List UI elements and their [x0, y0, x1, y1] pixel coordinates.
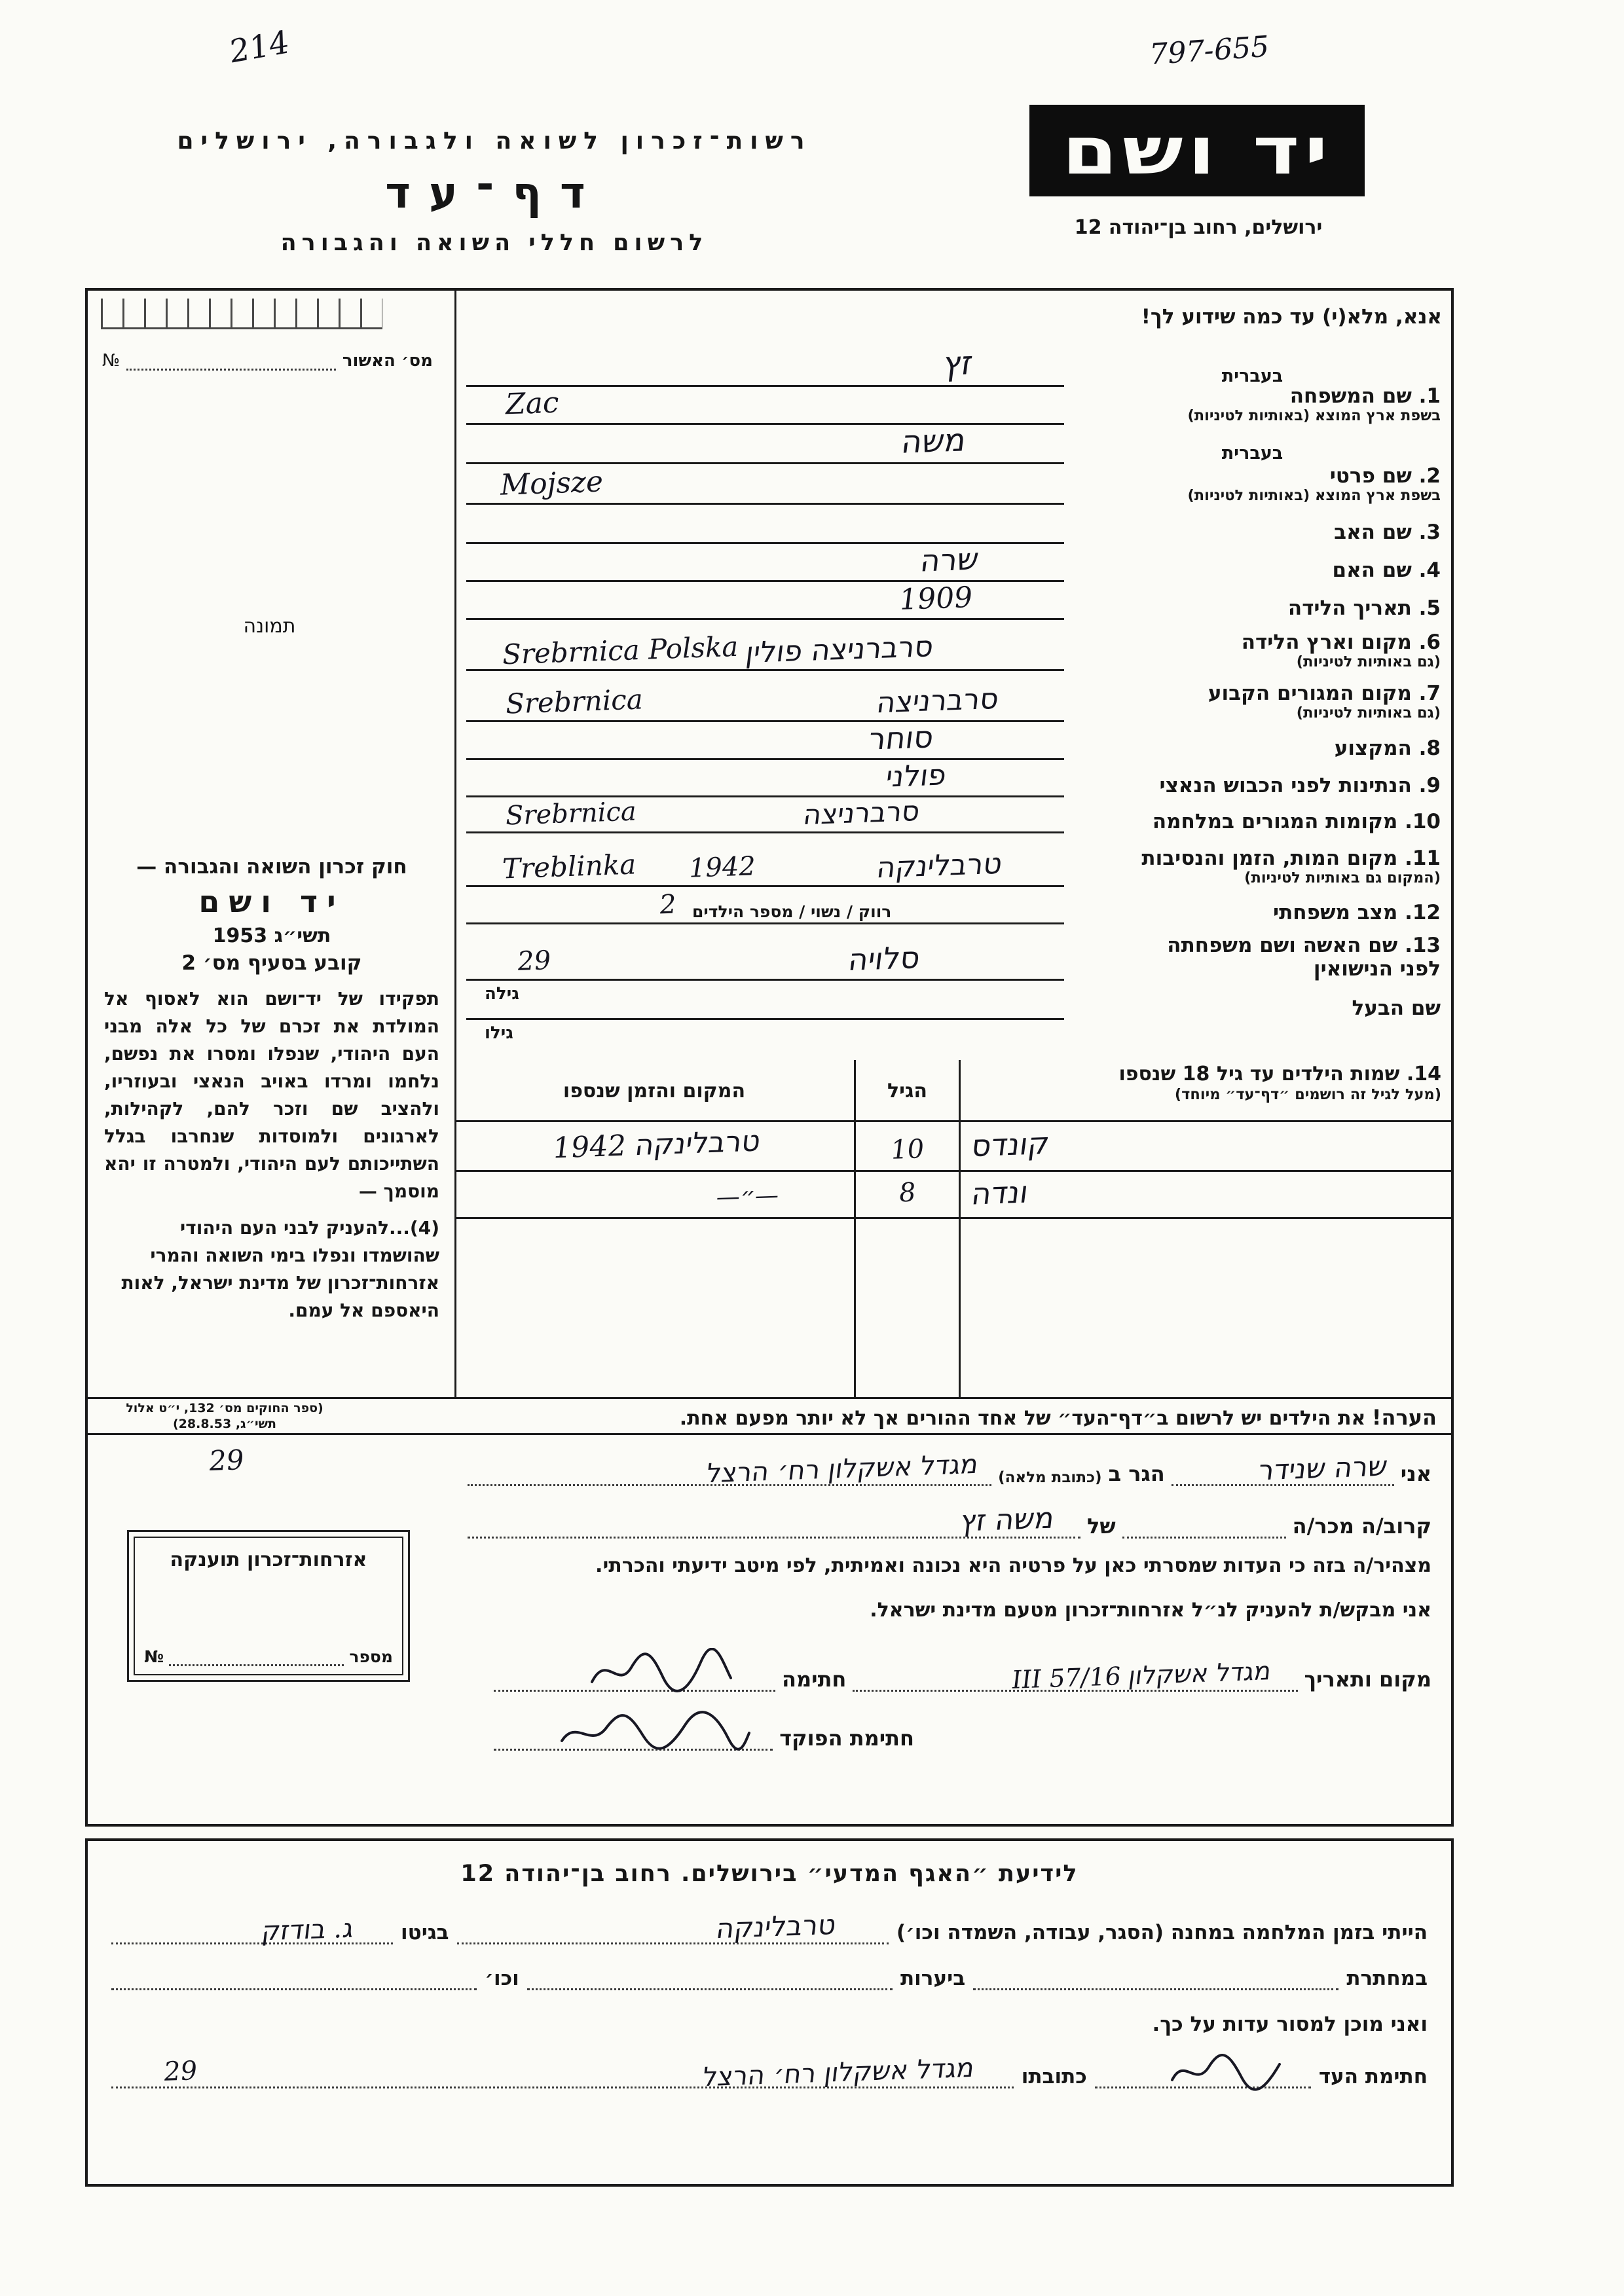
fill-instruction: אנא, מלא(י) עד כמה שידוע לך! [1141, 305, 1442, 329]
hw-witness-house-number: 29 [162, 2055, 199, 2088]
hw-mother-name: שרה [919, 541, 982, 579]
field-12-family-status [466, 887, 1443, 924]
etc-label: וכו׳ [485, 1967, 519, 1990]
field-7-title: מקום המגורים הקבוע [1208, 682, 1412, 706]
relation-label: קרוב/ה מכר/ה [1292, 1514, 1431, 1539]
hw-witness-address: מגדל אשקלון רח׳ הרצל [701, 2052, 976, 2093]
form-header [98, 128, 891, 256]
field-12-label [1064, 902, 1443, 924]
field-1-title: שם המשפחה [1289, 384, 1412, 409]
hw-child-1-place: טרבלינקה 1942 [550, 1124, 763, 1165]
field-hebrew-firstname [466, 422, 1443, 464]
hw-war-residence-hebrew: סרברניצה [802, 794, 922, 831]
hw-child-2-age: 8 [896, 1177, 918, 1209]
table-row-1-rule [454, 1170, 1451, 1172]
hw-wife-name: סלויה [846, 939, 923, 978]
field-12-line [466, 887, 1064, 924]
field-1-number: 1. [1418, 384, 1441, 409]
field-6-birth-place [466, 620, 1443, 671]
etc-line [111, 1988, 477, 1990]
hw-birth-year: 1909 [896, 580, 975, 617]
hebrew-label: בעברית [1221, 366, 1283, 387]
field-2-title: שם פרטי [1329, 464, 1412, 488]
field-4-line [466, 541, 1064, 582]
field-6-line [466, 620, 1064, 671]
hw-place-date: מגדל אשקלון 16/III 57 [1010, 1656, 1274, 1695]
note-strip [88, 1397, 1451, 1435]
field-13-label [1064, 934, 1443, 981]
witness-signature-row [111, 2052, 1428, 2093]
field-14-number: 14. [1406, 1063, 1441, 1085]
stamp-numero-sign: № [144, 1647, 164, 1666]
fields-area [454, 291, 1451, 1397]
registrar-signature-line [494, 1749, 773, 1751]
page-subtitle: לרשום חללי השואה והגבורה [280, 230, 709, 256]
camp-line [457, 1908, 889, 1945]
family-status-options: רווק / נשוי / מספר הילדים [692, 902, 892, 921]
field-13-wife-name [466, 924, 1443, 1004]
hw-surname-hebrew: זץ [941, 344, 975, 383]
field-3-title: שם האב [1334, 520, 1412, 544]
full-address-hint: (כתובת מלאה) [998, 1469, 1102, 1486]
hw-surname-latin: Zac [505, 386, 560, 422]
declarant-signature-scribble [585, 1648, 736, 1695]
hw-subject-name: משה זץ [959, 1501, 1057, 1539]
field-4-title: שם האם [1332, 558, 1412, 582]
field-11-line [466, 833, 1064, 887]
law-heading: חוק זכרון השואה והגבורה — [136, 855, 407, 879]
signature-line [494, 1690, 775, 1692]
hw-child-1-age: 10 [889, 1133, 926, 1166]
witness-signature-label: חתימת העד [1318, 2065, 1428, 2088]
field-9-citizenship [466, 760, 1443, 797]
field-3-father-name [466, 505, 1443, 544]
field-13-number: 13. [1405, 934, 1441, 958]
witness-address-label: כתובתו [1021, 2065, 1087, 2088]
scientific-branch-box [85, 1838, 1454, 2187]
field-11-death-place [466, 833, 1443, 887]
law-clause-line: קובע בסעיף מס׳ 2 [181, 951, 362, 975]
numero-sign: № [102, 351, 120, 371]
field-5-birth-date [466, 582, 1443, 620]
i-label: אני [1400, 1461, 1431, 1486]
field-9-number: 9. [1418, 773, 1441, 797]
field-7-sublabel: (גם באותיות לטיניות) [1296, 704, 1441, 722]
field-5-line [466, 582, 1064, 620]
serial-ticks-box [101, 299, 382, 329]
field-8-profession [466, 719, 1443, 760]
hw-death-place-hebrew: טרבלינקה [874, 847, 1005, 885]
husband-label: שם הבעל [1352, 996, 1441, 1020]
field-1-label [1064, 385, 1443, 425]
relation-row [468, 1501, 1431, 1539]
field-5-title: תאריך הלידה [1287, 596, 1412, 620]
hw-death-place-latin: Treblinka [502, 848, 637, 885]
hebrew-label: בעברית [1221, 443, 1283, 464]
field-4-number: 4. [1418, 558, 1441, 582]
field-8-line [466, 719, 1064, 760]
forests-line [527, 1988, 893, 1990]
underground-forests-row [111, 1967, 1428, 1990]
declarant-address-line [468, 1449, 991, 1489]
approval-number-label: מס׳ האשור [342, 351, 433, 371]
declarant-identity-row [468, 1448, 1431, 1489]
logo-text: יד ושם [1061, 112, 1333, 189]
field-14-sublabel: (מעל לגיל זה רושמים ״דף־עד״ מיוחד) [1174, 1086, 1441, 1103]
pen-mark-top-left: 214 [229, 23, 289, 71]
field-7-label [1064, 682, 1443, 722]
field-7-line [466, 671, 1064, 722]
column-header-age: הגיל [887, 1080, 927, 1102]
field-10-line [466, 794, 1064, 833]
witness-signature-scribble [1167, 2050, 1285, 2093]
field-4-label [1064, 559, 1443, 582]
field-12-number: 12. [1405, 900, 1441, 924]
residing-label: הגר ב [1108, 1461, 1165, 1486]
field-8-number: 8. [1418, 736, 1441, 760]
field-14-label [960, 1063, 1441, 1104]
field-2-line [466, 464, 1064, 505]
hw-death-year: 1942 [688, 851, 756, 884]
stamp-number-label: מספר [349, 1647, 393, 1666]
hw-firstname-latin: Mojsze [500, 465, 604, 502]
registrar-signature-scribble [557, 1709, 753, 1755]
pen-mark-top-right: 797-655 [1147, 29, 1272, 72]
hw-child-2-name: ונדה [969, 1174, 1031, 1212]
law-institution-name: יד ושם [198, 884, 345, 919]
note-text: את הילדים יש לרשום ב״דף־העד״ של אחד ההורים אך לא יותר מפעם אחת. [679, 1407, 1366, 1430]
place-date-label: מקום ותאריך [1304, 1667, 1431, 1692]
hw-camp-value: טרבלינקה [714, 1908, 838, 1945]
note-label: הערה! [1371, 1405, 1437, 1430]
memorial-citizenship-inner [134, 1537, 403, 1675]
yad-vashem-logo [1029, 105, 1365, 196]
place-date-signature-row [494, 1649, 1431, 1695]
left-column [88, 291, 456, 1397]
willing-to-testify-text: ואני מוכן למסור עדות על כך. [1152, 2013, 1428, 2036]
field-5-number: 5. [1418, 596, 1441, 620]
hw-declarant-address: מגדל אשקלון רח׳ הרצל [705, 1449, 980, 1489]
hw-residence-hebrew: סרברניצה [874, 682, 1001, 720]
approval-number-line [126, 369, 336, 371]
field-12-title: מצב משפחתי [1272, 900, 1398, 924]
field-3-label [1064, 521, 1443, 544]
law-clause-4: (4)...להעניק לבני העם היהודי שהושמדו ונפלו בימי השואה והמרי אזרחות־זכרון של מדינת ישראל, לאות היאספם אל עמם. [121, 1217, 439, 1321]
hw-citizenship: פולני [883, 758, 949, 794]
hw-child-1-name: קונדס [969, 1125, 1052, 1164]
subject-name-line [468, 1501, 1080, 1539]
hebrew-firstname-line [466, 422, 1064, 464]
field-11-title: מקום המות, הזמן והנסיבות [1141, 847, 1398, 871]
field-5-label [1064, 597, 1443, 620]
table-divider-place-age [854, 1060, 856, 1397]
hw-wife-age: 29 [515, 945, 553, 977]
law-body-text: תפקידו של יד־ושם הוא לאסוף אל המולדת את זכרם של כל אלה מבני העם היהודי, שנפלו ומסרו את נפשם, נלחמו ומרדו באויב הנאצי ובעוזריו, ולהציב שם וזכר להם, לקהילות, לארגונים ולמוסדות שנחרבו בגלל השתייכותם לעם היהודי, ולמטרה זו יהא מוסמך — [104, 988, 439, 1202]
registrar-signature-label: חתימת הפוקד [779, 1726, 914, 1751]
field-9-title: הנתינות לפני הכבוש הנאצי [1159, 773, 1412, 797]
hw-birthplace-hebrew: סרברניצה פולין [743, 629, 936, 670]
hw-ghetto-value: ג. בודזק [260, 1913, 356, 1947]
hw-residence-latin: Srebrnica [505, 683, 644, 720]
field-4-mother-name [466, 541, 1443, 582]
underground-line [973, 1988, 1338, 1990]
field-7-residence [466, 671, 1443, 722]
law-year: תשי״ג 1953 [212, 924, 331, 947]
stamp-title: אזרחות־זכרון תוענקה [170, 1548, 367, 1571]
children-table [454, 1060, 1451, 1397]
ghetto-label: בגיטו [401, 1921, 449, 1944]
hw-profession: סוחר [866, 719, 936, 757]
column-header-place: המקום והזמן שנספו [563, 1080, 746, 1102]
hw-child-2-place: —״— [714, 1182, 781, 1211]
stamp-number-line [169, 1664, 344, 1666]
field-1-sublabel: בשפת ארץ המוצא (באותיות לטיניות) [1187, 407, 1441, 425]
field-6-number: 6. [1418, 630, 1441, 655]
hw-children-count: 2 [657, 889, 678, 920]
witness-address-line [111, 2052, 1014, 2093]
field-3-line [466, 505, 1064, 544]
field-1-line [466, 387, 1064, 425]
law-text-block [104, 855, 439, 1324]
field-7-number: 7. [1418, 682, 1441, 706]
field-6-label [1064, 631, 1443, 671]
hw-declarant-house-number: 29 [206, 1443, 246, 1478]
table-header-rule [454, 1120, 1451, 1122]
of-label: של [1087, 1514, 1116, 1539]
page-title: דף־עד [385, 168, 604, 218]
field-14-title: שמות הילדים עד גיל 18 שנספו [1118, 1063, 1400, 1085]
field-13-line [466, 924, 1064, 1004]
hw-war-residence-latin: Srebrnica [505, 796, 637, 831]
wartime-camp-label: הייתי בזמן המלחמה במחנה (הסגר, עבודה, השמדה וכו׳) [896, 1921, 1428, 1944]
field-2-number: 2. [1418, 464, 1441, 488]
photo-placeholder-label: תמונה [243, 615, 296, 638]
field-10-number: 10. [1405, 809, 1441, 833]
law-footnote: (ספר החוקים מס׳ 132, י״ט אלול תשי״ג, 28.8.53) [126, 1401, 323, 1431]
field-2-first-name [466, 464, 1443, 505]
place-date-line [853, 1656, 1297, 1695]
field-10-title: מקומות המגורים במלחמה [1152, 809, 1398, 833]
authority-line: רשות־זכרון לשואה ולגבורה, ירושלים [177, 128, 812, 155]
wife-age-label: גילה [485, 984, 519, 1004]
field-8-label [1064, 737, 1443, 760]
hw-birthplace-latin: Srebrnica Polska [502, 630, 739, 671]
registrar-signature-row [494, 1710, 914, 1751]
field-1-family-name [466, 384, 1443, 425]
field-2-label [1064, 465, 1443, 505]
office-address: ירושלים, רחוב בן־יהודה 12 [1074, 216, 1323, 239]
underground-label: במחתרת [1346, 1967, 1428, 1990]
field-9-label [1064, 774, 1443, 797]
field-8-title: המקצוע [1334, 736, 1412, 760]
relation-line [1122, 1537, 1286, 1539]
hw-firstname-hebrew: משה [899, 422, 969, 461]
scientific-branch-title: לידיעת ״האגף המדעי״ בירושלים. רחוב בן־יהודה 12 [460, 1861, 1079, 1887]
memorial-citizenship-box [127, 1530, 410, 1682]
field-6-sublabel: (גם באותיות לטיניות) [1296, 653, 1441, 671]
hw-declarant-name: שרה שנידר [1256, 1449, 1390, 1487]
field-11-label [1064, 847, 1443, 887]
field-3-number: 3. [1418, 520, 1441, 544]
declaration-statement-1: מצהיר/ה בזה כי העדות שמסרתי כאן על פרטיה היא נכונה ואמיתית, לפי מיטב ידיעתי והכרתי. [595, 1554, 1431, 1577]
field-6-title: מקום וארץ הלידה [1241, 630, 1412, 655]
stamp-number-row [144, 1647, 393, 1666]
declarant-name-line [1172, 1449, 1394, 1487]
forests-label: ביערות [900, 1967, 966, 1990]
table-divider-age-names [959, 1060, 961, 1397]
field-10-war-residence [466, 794, 1443, 833]
field-11-sublabel: (המקום גם באותיות לטיניות) [1244, 869, 1441, 887]
field-13-title: שם האשה ושם משפחתה [1167, 934, 1398, 958]
declaration-statement-2: אני מבקש/ת להעניק לנ״ל אזרחות־זכרון מטעם מדינת ישראל. [870, 1599, 1431, 1622]
camp-ghetto-row [111, 1908, 1428, 1947]
ghetto-line [111, 1913, 393, 1947]
field-hebrew-surname [466, 346, 1443, 387]
husband-line [466, 981, 1064, 1043]
field-11-number: 11. [1405, 847, 1441, 871]
signature-label: חתימה [782, 1667, 847, 1692]
field-9-line [466, 760, 1064, 797]
witness-signature-line [1095, 2086, 1311, 2088]
husband-age-label: גילו [485, 1023, 513, 1043]
main-form-box [85, 288, 1454, 1827]
field-13-title-2: לפני הנישואין [1313, 957, 1441, 981]
field-husband-name [466, 981, 1443, 1043]
field-2-sublabel: בשפת ארץ המוצא (באותיות לטיניות) [1187, 487, 1441, 505]
approval-number-row [102, 351, 433, 371]
hebrew-surname-line [466, 346, 1064, 387]
field-10-label [1064, 811, 1443, 833]
table-row-2-rule [454, 1217, 1451, 1219]
